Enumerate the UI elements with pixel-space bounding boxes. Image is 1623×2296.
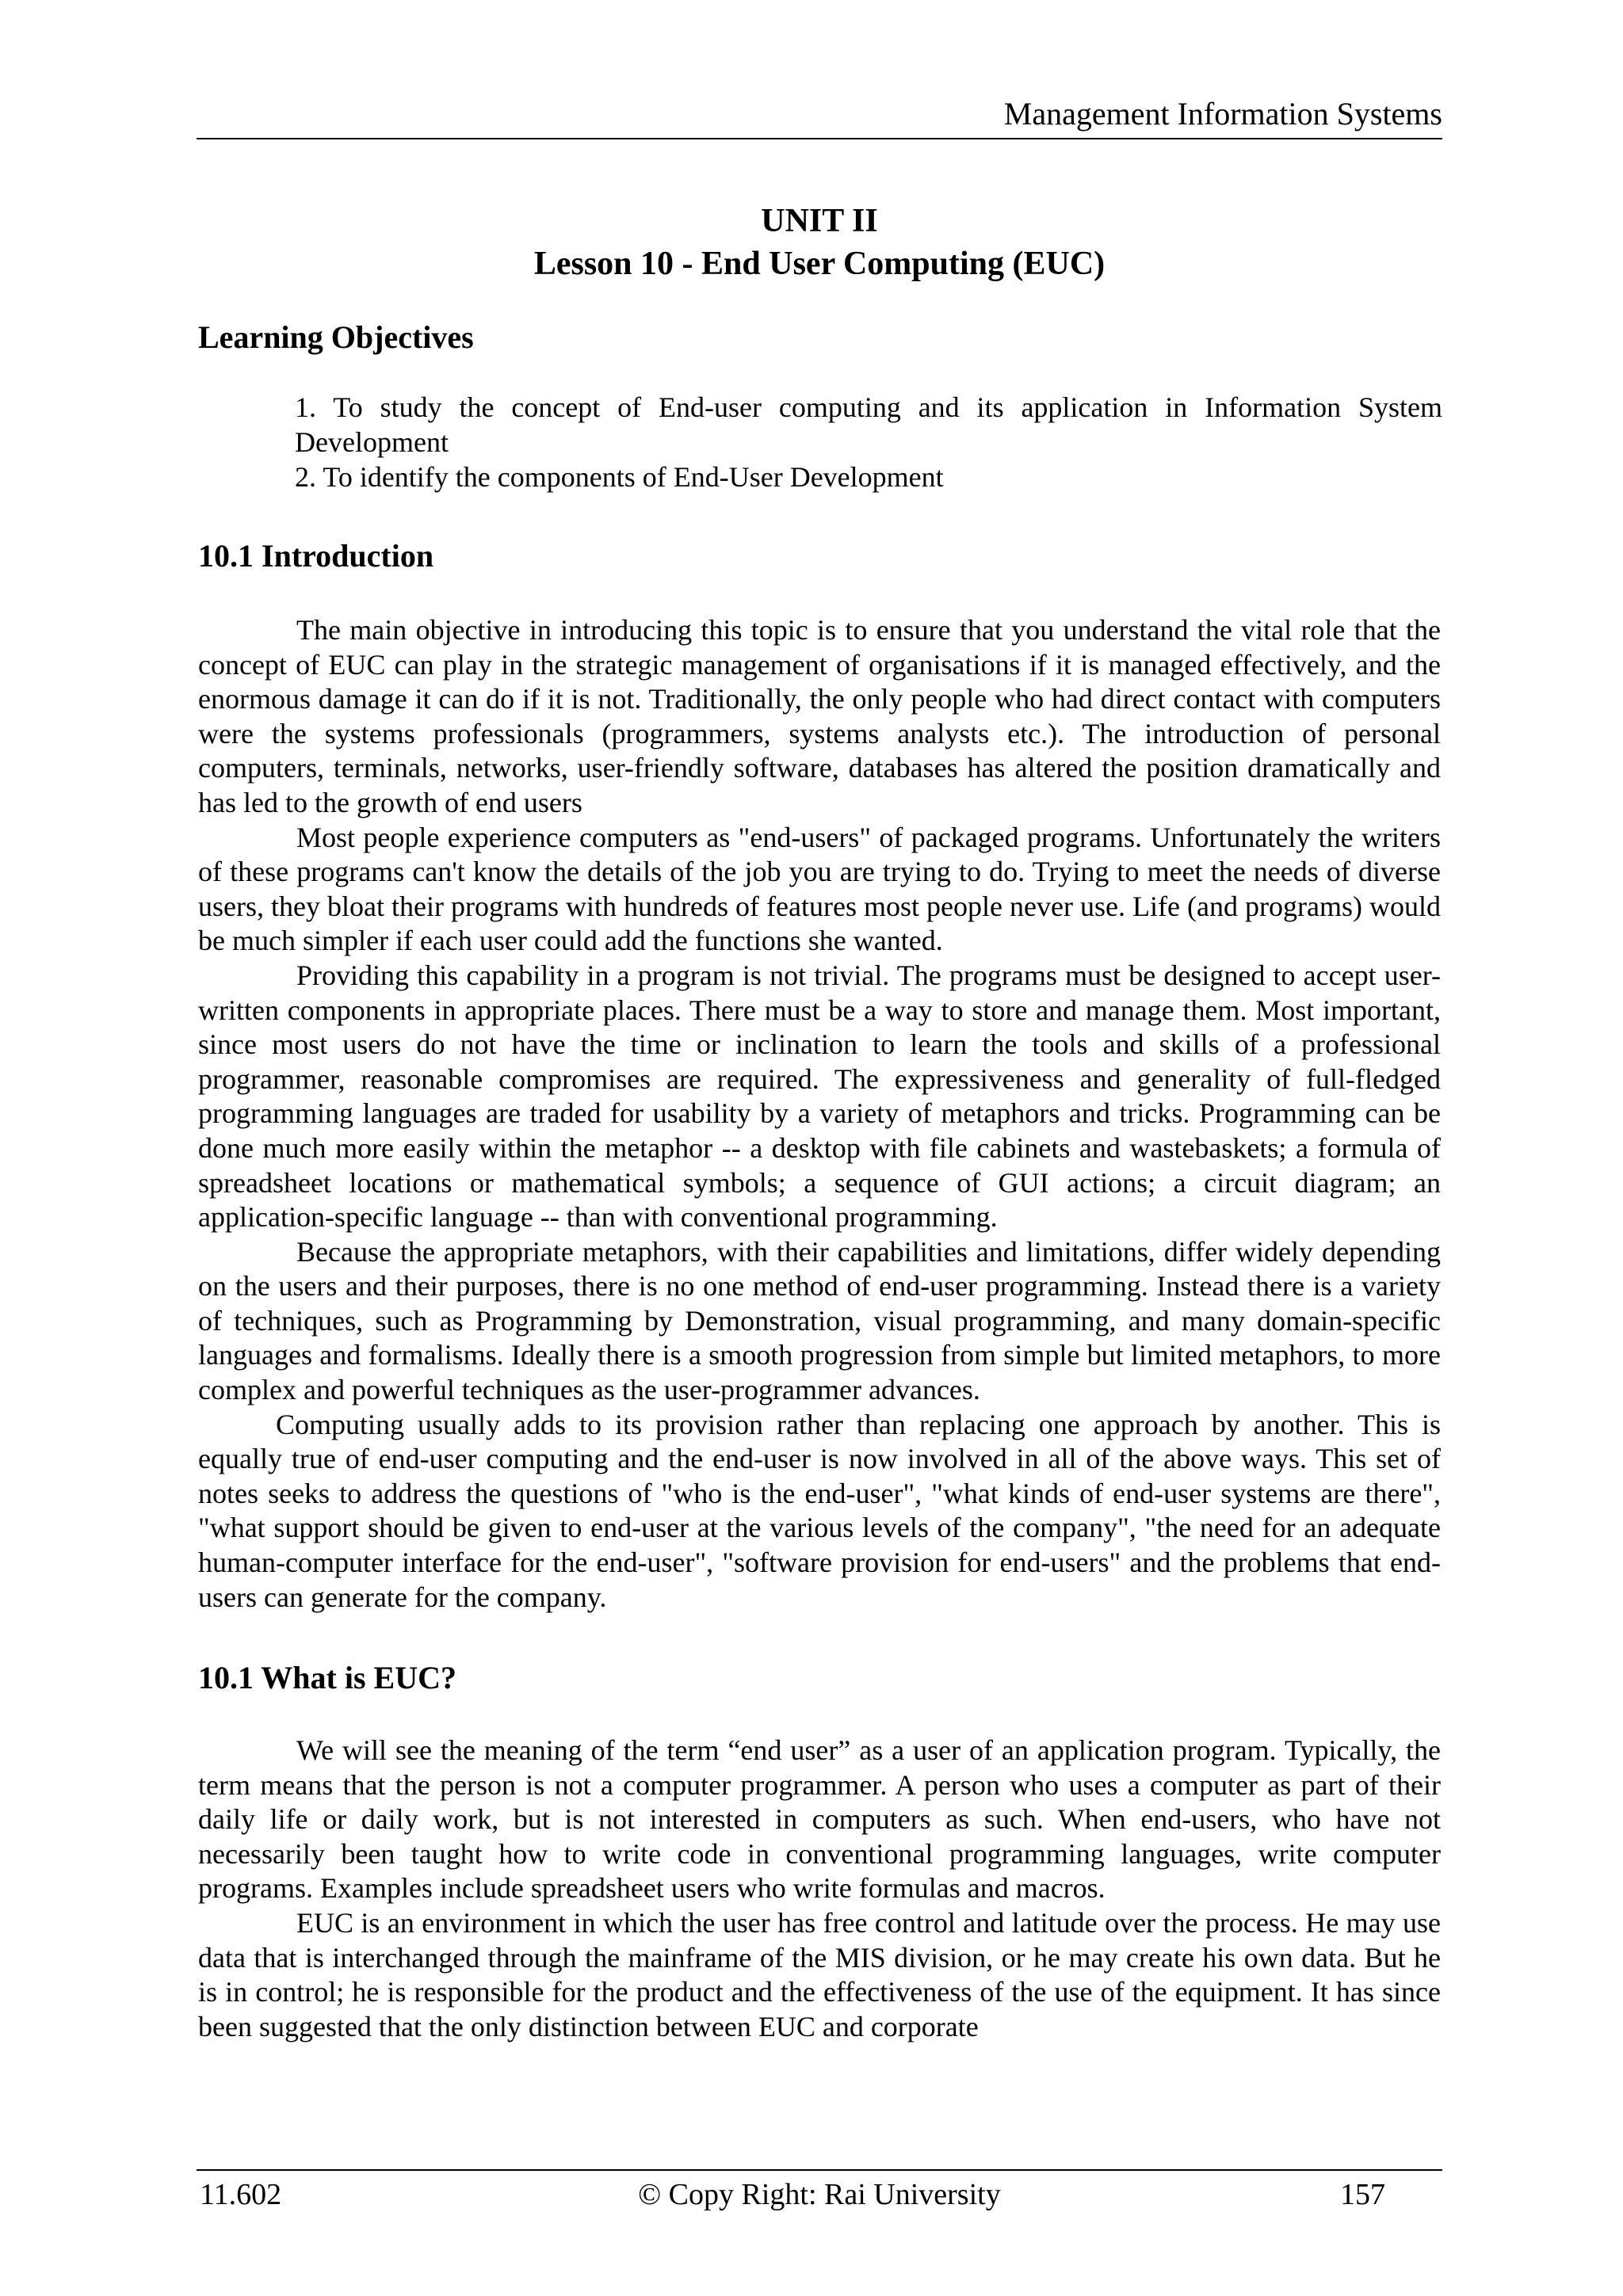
objective-item: 2. To identify the components of End-User Development xyxy=(295,461,944,493)
objectives-list xyxy=(295,390,1442,494)
paragraph: The main objective in introducing this topic is to ensure that you understand the vital role that the concept of EUC can play in the strategic management of organisations if it is managed effectively, and the enormous damage it can do if it is not. Traditionally, the only people who had direct contact with computers were the systems professionals (programmers, systems analysts etc.). The introduction of personal computers, terminals, networks, user-friendly software, databases has altered the position dramatically and has led to the growth of end users xyxy=(198,614,1441,818)
introduction-heading: 10.1 Introduction xyxy=(198,538,434,574)
header-rule xyxy=(197,138,1442,139)
unit-title: UNIT II xyxy=(761,203,878,239)
footer-page-number: 157 xyxy=(1340,2178,1385,2211)
paragraph: We will see the meaning of the term “end user” as a user of an application program. Typically, the term means that the person is not a computer programmer. A person who uses a computer as part of their daily life or daily work, but is not interested in computers as such. When end-users, who have not necessarily been taught how to write code in conventional programming languages, write computer programs. Examples include spreadsheet users who write formulas and macros. xyxy=(198,1734,1441,1905)
objective-item: 1. To study the concept of End-user computing and its application in Information System Development xyxy=(295,391,1442,458)
paragraph: Because the appropriate metaphors, with their capabilities and limitations, differ widely depending on the users and their purposes, there is no one method of end-user programming. Instead there is a variety of techniques, such as Programming by Demonstration, visual programming, and many domain-specific languages and formalisms. Ideally there is a smooth progression from simple but limited metaphors, to more complex and powerful techniques as the user-programmer advances. xyxy=(198,1235,1441,1406)
what-is-euc-body xyxy=(198,1733,1441,2044)
paragraph: Computing usually adds to its provision rather than replacing one approach by another. This is equally true of end-user computing and the end-user is now involved in all of the above ways. This set of notes seeks to address the questions of "who is the end-user", "what kinds of end-user systems are there", "what support should be given to end-user at the various levels of the company", "the need for an adequate human-computer interface for the end-user", "software provision for end-users" and the problems that end-users can generate for the company. xyxy=(198,1408,1441,1613)
what-is-euc-heading: 10.1 What is EUC? xyxy=(198,1660,456,1695)
footer-course-code: 11.602 xyxy=(200,2178,282,2211)
paragraph: Most people experience computers as "end-users" of packaged programs. Unfortunately the writers of these programs can't know the details of the job you are trying to do. Trying to meet the needs of diverse users, they bloat their programs with hundreds of features most people never use. Life (and programs) would be much simpler if each user could add the functions she wanted. xyxy=(198,821,1441,957)
footer-copyright: © Copy Right: Rai University xyxy=(638,2178,1001,2211)
document-page xyxy=(197,0,1442,2296)
lesson-title: Lesson 10 - End User Computing (EUC) xyxy=(533,246,1106,282)
paragraph: EUC is an environment in which the user has free control and latitude over the process. He may use data that is interchanged through the mainframe of the MIS division, or he may create his own data. But he is in control; he is responsible for the product and the effectiveness of the use of the equipment. It has since been suggested that the only distinction between EUC and corporate xyxy=(198,1906,1441,2042)
objectives-heading: Learning Objectives xyxy=(198,319,474,355)
footer-rule xyxy=(197,2169,1442,2171)
running-header: Management Information Systems xyxy=(1003,96,1442,132)
introduction-body xyxy=(198,613,1441,1615)
title-block xyxy=(197,200,1442,285)
paragraph: Providing this capability in a program is not trivial. The programs must be designed to accept user-written components in appropriate places. There must be a way to store and manage them. Most important, since most users do not have the time or inclination to learn the tools and skills of a professional programmer, reasonable compromises are required. The expressiveness and generality of full-fledged programming languages are traded for usability by a variety of metaphors and tricks. Programming can be done much more easily within the metaphor -- a desktop with file cabinets and wastebaskets; a formula of spreadsheet locations or mathematical symbols; a sequence of GUI actions; a circuit diagram; an application-specific language -- than with conventional programming. xyxy=(198,959,1441,1234)
